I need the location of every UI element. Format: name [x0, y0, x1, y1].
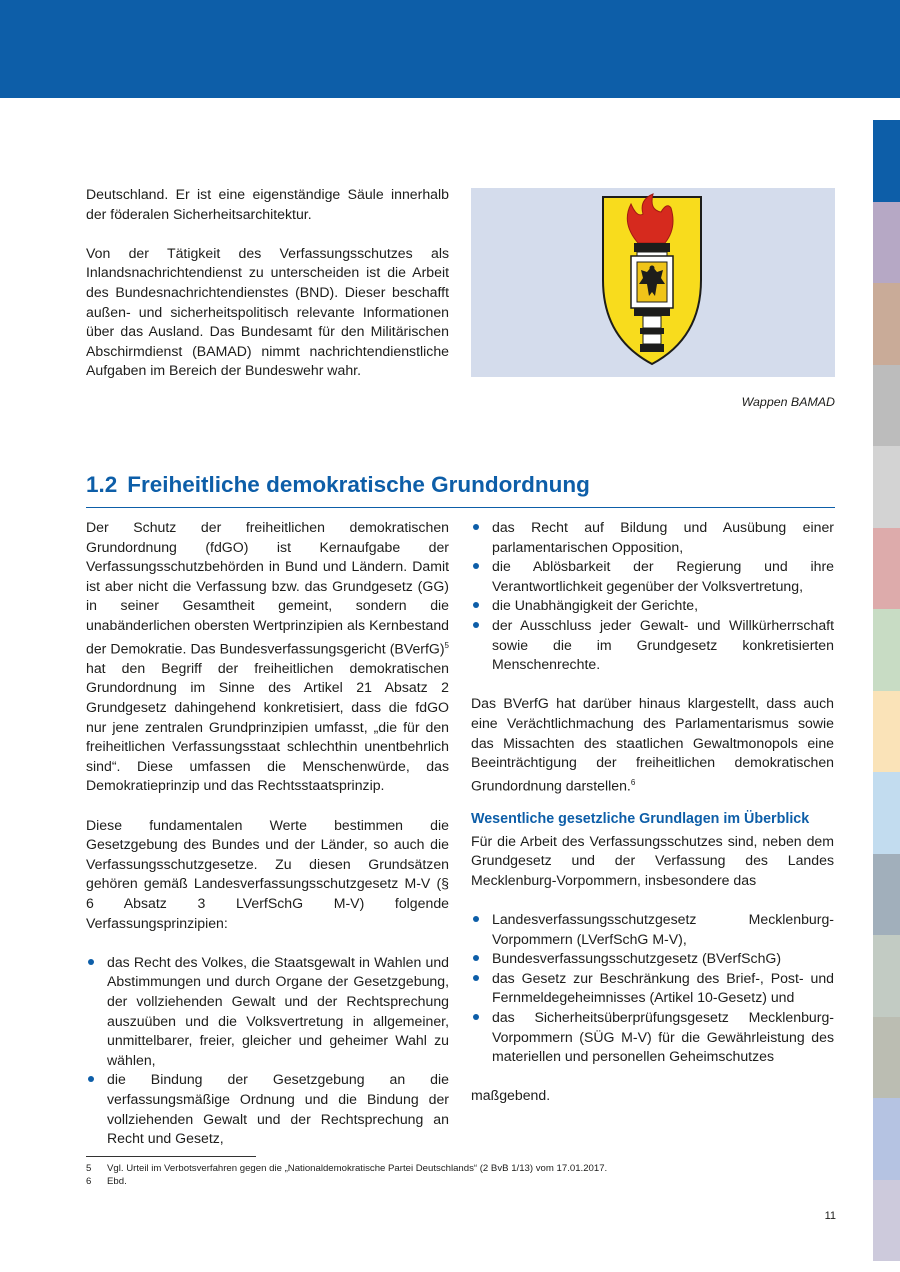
body-paragraph — [86, 518, 449, 796]
list-item-text: das Recht auf Bildung und Ausübung einer parlamentarischen Opposition, — [492, 519, 834, 555]
bullet-icon — [473, 563, 479, 569]
bamad-coat-of-arms-icon — [471, 188, 835, 377]
list-item — [471, 596, 834, 616]
footnote-rule — [86, 1156, 256, 1157]
laws-list — [471, 910, 834, 1067]
chapter-tabs — [873, 120, 900, 1261]
list-item-text: Bundesverfassungsschutzgesetz (BVerfSchG) — [492, 950, 782, 967]
bullet-icon — [473, 1014, 479, 1020]
footnote-text: Vgl. Urteil im Verbotsverfahren gegen die „Nationaldemokratische Partei Deutschlands“ (2 BvB 1/13) vom 17.01.2017. — [107, 1163, 608, 1174]
paragraph-text: Der Schutz der freiheitlichen demokratischen Grundordnung (fdGO) ist Kernaufgabe der Verfassungsschutzbehörden in Bund und Ländern. Damit ist aber nicht die Verfassung bzw. das Grundgesetz (GG) in seiner Gesamtheit gemeint, sondern die unabänderlichen obersten Wertprinzipien als Kernbestand der Demokratie. Das Bundesverfassungsgericht (BVerfG) — [86, 519, 449, 657]
bullet-icon — [473, 916, 479, 922]
footnote — [86, 1162, 846, 1175]
chapter-tab[interactable] — [873, 283, 900, 365]
list-item — [471, 1008, 834, 1067]
intro-paragraph: Von der Tätigkeit des Verfassungsschutzes als Inlandsnachrichtendienst zu unterscheiden ist die Arbeit des Bundesnachrichtendienstes (BND). Dieser beschafft außen- und sicherheitspolitisch relevante Informationen über das Ausland. Das Bundesamt für den Militärischen Abschirmdienst (BAMAD) nimmt nachrichtendienstliche Aufgaben im Bereich der Bundeswehr wahr. — [86, 244, 449, 379]
list-item-text: die Bindung der Gesetzgebung an die verfassungsmäßige Ordnung und die Bindung der vollziehenden Gewalt und der Rechtsprechung an Recht und Gesetz, — [107, 1071, 449, 1147]
chapter-tab[interactable] — [873, 528, 900, 610]
list-item-text: die Unabhängigkeit der Gerichte, — [492, 597, 699, 614]
bullet-icon — [473, 602, 479, 608]
header-band — [0, 0, 900, 98]
list-item-text: die Ablösbarkeit der Regierung und ihre Verantwortlichkeit gegenüber der Volksvertretung, — [492, 558, 834, 594]
chapter-tab[interactable] — [873, 854, 900, 936]
emblem-figure — [471, 188, 835, 377]
bullet-icon — [473, 955, 479, 961]
list-item-text: der Ausschluss jeder Gewalt- und Willkürherrschaft sowie die im Grundgesetz konkretisierten Menschenrechte. — [492, 616, 834, 673]
list-item — [86, 1070, 449, 1148]
footnotes — [86, 1162, 846, 1188]
chapter-tab[interactable] — [873, 1180, 900, 1262]
principles-list — [86, 953, 449, 1149]
section-title: Freiheitliche demokratische Grundordnung — [127, 472, 590, 497]
bullet-icon — [473, 524, 479, 530]
footnote-number: 5 — [86, 1163, 92, 1174]
footnote — [86, 1175, 846, 1188]
section-heading — [86, 472, 590, 498]
chapter-tab[interactable] — [873, 1017, 900, 1099]
list-item — [471, 518, 834, 557]
chapter-tab[interactable] — [873, 446, 900, 528]
list-item — [471, 910, 834, 949]
paragraph-text: hat den Begriff der freiheitlichen demokratischen Grundordnung im Sinne des Artikel 21 Absatz 2 Grundgesetz dahingehend konkretisiert, dass die fdGO nur jene zentralen Grundprinzipien umfasst, „die für den freiheitlichen Verfassungsstaat schlechthin unentbehrlich sind“. Diese umfassen die Menschenwürde, das Demokratieprinzip und das Rechtsstaatsprinzip. — [86, 659, 449, 794]
chapter-tab[interactable] — [873, 609, 900, 691]
list-item-text: das Sicherheitsüberprüfungsgesetz Mecklenburg-Vorpommern (SÜG M-V) für die Gewährleistung des materiellen und personellen Geheimschutzes — [492, 1008, 834, 1065]
closing-text: maßgebend. — [471, 1087, 551, 1104]
list-item-text: das Recht des Volkes, die Staatsgewalt in Wahlen und Abstimmungen und durch Organe der Gesetzgebung, der vollziehenden Gewalt und der Rechtsprechung auszuüben und die Volksvertretung in allgemeiner, unmittelbarer, freier, gleicher und geheimer Wahl zu wählen, — [107, 953, 449, 1068]
bullet-icon — [88, 959, 94, 965]
chapter-tab[interactable] — [873, 935, 900, 1017]
chapter-tab[interactable] — [873, 202, 900, 284]
chapter-tab[interactable] — [873, 1098, 900, 1180]
section-rule — [86, 507, 835, 508]
subheading: Wesentliche gesetzliche Grundlagen im Überblick — [471, 811, 810, 827]
list-item — [471, 616, 834, 675]
chapter-tab[interactable] — [873, 120, 900, 202]
list-item — [471, 557, 834, 596]
footnote-number: 6 — [86, 1176, 92, 1187]
chapter-tab[interactable] — [873, 691, 900, 773]
paragraph-text: Das BVerfG hat darüber hinaus klargestellt, dass auch eine Verächtlichmachung des Parlamentarismus sowie das Missachten des staatlichen Gewaltmonopols eine Beeinträchtigung der freiheitlichen demokratischen Grundordnung darstellen. — [471, 695, 834, 794]
bullet-icon — [473, 622, 479, 628]
footnote-text: Ebd. — [107, 1176, 127, 1187]
footnote-ref[interactable]: 5 — [444, 640, 449, 650]
chapter-tab[interactable] — [873, 365, 900, 447]
footnote-ref[interactable]: 6 — [630, 777, 636, 787]
list-item-text: Landesverfassungsschutzgesetz Mecklenburg-Vorpommern (LVerfSchG M-V), — [492, 910, 834, 947]
right-column — [471, 518, 834, 1106]
section-number: 1.2 — [86, 472, 118, 497]
intro-paragraph: Deutschland. Er ist eine eigenständige Säule innerhalb der föderalen Sicherheitsarchitektur. — [86, 186, 449, 222]
left-column — [86, 518, 449, 1149]
bullet-icon — [88, 1076, 94, 1082]
list-item — [86, 953, 449, 1071]
figure-caption: Wappen BAMAD — [741, 395, 835, 409]
list-item-text: das Gesetz zur Beschränkung des Brief-, Post- und Fernmeldegeheimnisses (Artikel 10-Gesetz) und — [492, 969, 834, 1006]
bullet-icon — [473, 975, 479, 981]
body-paragraph — [471, 694, 834, 796]
body-paragraph: Diese fundamentalen Werte bestimmen die Gesetzgebung des Bundes und der Länder, so auch die Verfassungsschutzgesetze. Zu diesen Grundsätzen gehören gemäß Landesverfassungsschutzgesetz M-V (§ 6 Absatz 3 LVerfSchG M-V) folgende Verfassungsprinzipien: — [86, 816, 449, 931]
intro-text — [86, 185, 449, 381]
chapter-tab[interactable] — [873, 772, 900, 854]
principles-list-continued — [471, 518, 834, 675]
list-item — [471, 969, 834, 1008]
list-item — [471, 949, 834, 969]
body-paragraph: Für die Arbeit des Verfassungsschutzes sind, neben dem Grundgesetz und der Verfassung des Landes Mecklenburg-Vorpommern, insbesondere das — [471, 832, 834, 888]
page-number: 11 — [824, 1210, 836, 1222]
